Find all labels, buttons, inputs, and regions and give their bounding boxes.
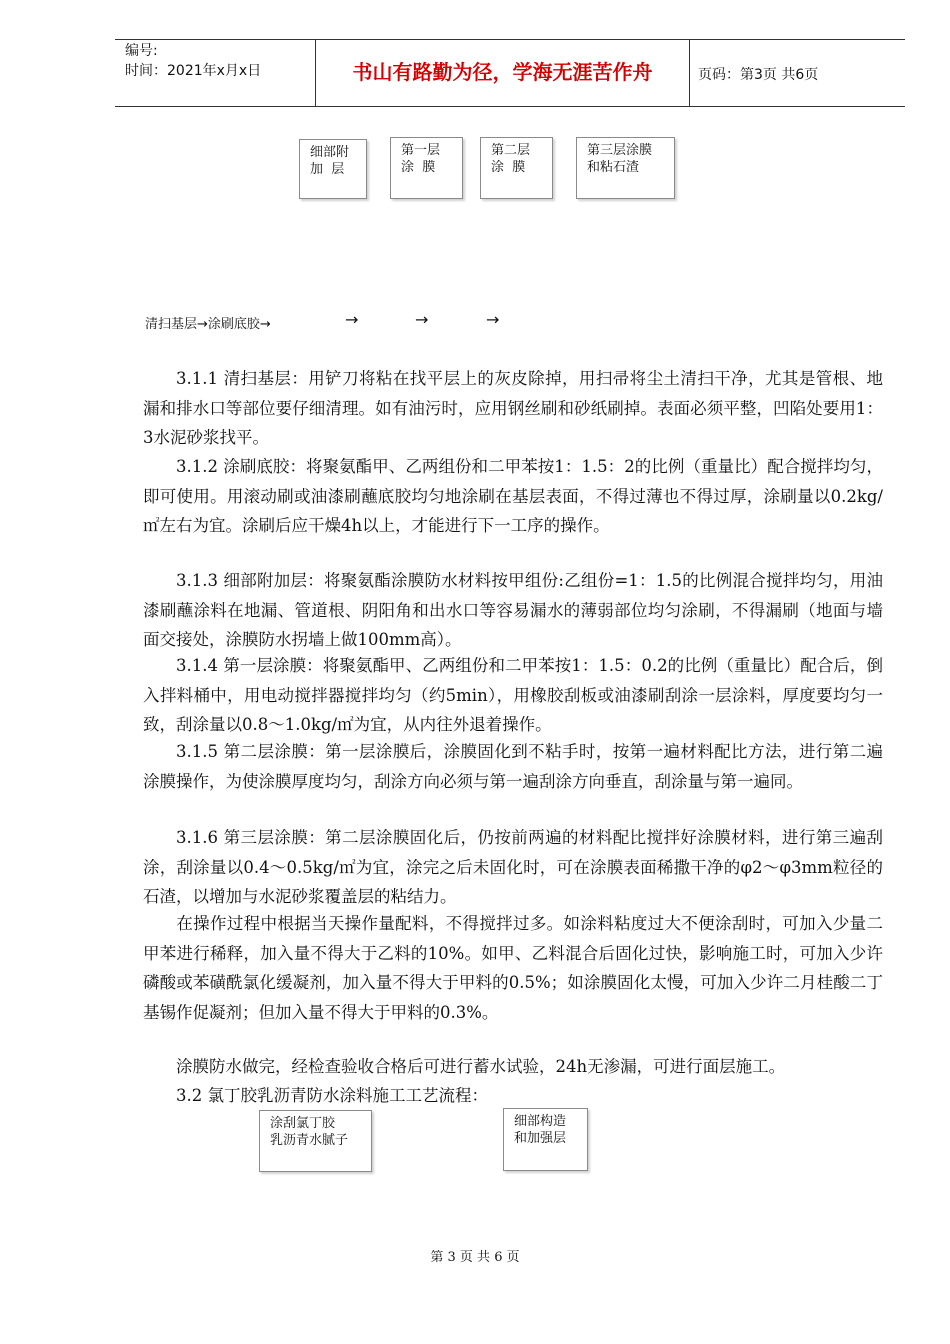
header-bottom-rule: [115, 106, 905, 107]
page-footer: 第 3 页 共 6 页: [430, 1250, 520, 1265]
flow-box-first-coat: [390, 137, 463, 199]
flow-sequence-text: 清扫基层→涂刷底胶→: [145, 317, 271, 332]
flow-box-line: 细部构造: [514, 1114, 567, 1129]
flow-box-putty: [259, 1110, 372, 1172]
flow-box-line: 第二层: [491, 143, 531, 158]
page-count-label: 页码：第3页 共6页: [698, 67, 819, 83]
flow-box-line: 涂刮氯丁胶: [270, 1116, 336, 1131]
flow-box-line: 细部附: [310, 145, 350, 160]
paragraph-3-1-6: 3.1.6 第三层涂膜：第二层涂膜固化后，仍按前两遍的材料配比搅拌好涂膜材料，进行第三遍刮涂，刮涂量以0.4～0.5kg/㎡为宜，涂完之后未固化时，可在涂膜表面稀撒干净的φ2～φ3mm粒径的石渣，以增加与水泥砂浆覆盖层的粘结力。: [143, 828, 883, 906]
flow-box-line: 涂 膜: [401, 160, 436, 175]
flow-box-line: 乳沥青水腻子: [270, 1133, 349, 1148]
paragraph-3-1-2: 3.1.2 涂刷底胶：将聚氨酯甲、乙两组份和二甲苯按1：1.5：2的比例（重量比）配合搅拌均匀，即可使用。用滚动刷或油漆刷蘸底胶均匀地涂刷在基层表面，不得过薄也不得过厚，涂刷量以0.2kg/㎡左右为宜。涂刷后应干燥4h以上，才能进行下一工序的操作。: [143, 457, 883, 535]
flow-box-line: 第三层涂膜: [587, 143, 653, 158]
flow-box-line: 和粘石渣: [587, 160, 640, 175]
header-top-rule: [115, 39, 905, 40]
flow-box-line: 第一层: [401, 143, 441, 158]
flow-box-detail-layer: [299, 139, 367, 199]
paragraph-3-1-3: 3.1.3 细部附加层：将聚氨酯涂膜防水材料按甲组份:乙组份=1：1.5的比例混合搅拌均匀，用油漆刷蘸涂料在地漏、管道根、阴阳角和出水口等容易漏水的薄弱部位均匀涂刷，不得漏刷（地面与墙面交接处，涂膜防水拐墙上做100mm高）。: [143, 571, 883, 649]
flow-box-line: 加 层: [310, 162, 345, 177]
date-label: 时间：2021年x月x日: [125, 63, 262, 79]
flow-arrow: →: [486, 310, 500, 329]
flow-box-reinforcement: [503, 1108, 588, 1171]
flow-box-third-coat: [576, 137, 675, 199]
paragraph-3-1-5: 3.1.5 第二层涂膜：第一层涂膜后，涂膜固化到不粘手时，按第一遍材料配比方法，进行第二遍涂膜操作，为使涂膜厚度均匀，刮涂方向必须与第一遍刮涂方向垂直，刮涂量与第一遍同。: [143, 742, 883, 791]
paragraph-3-1-1: 3.1.1 清扫基层：用铲刀将粘在找平层上的灰皮除掉，用扫帚将尘土清扫干净，尤其是管根、地漏和排水口等部位要仔细清理。如有油污时，应用钢丝刷和砂纸刷掉。表面必须平整，凹陷处要用1：3水泥砂浆找平。: [143, 369, 883, 447]
serial-label: 编号:: [125, 43, 158, 59]
paragraph-3-1-4: 3.1.4 第一层涂膜：将聚氨酯甲、乙两组份和二甲苯按1：1.5：0.2的比例（重量比）配合后，倒入拌料桶中，用电动搅拌器搅拌均匀（约5min），用橡胶刮板或油漆刷刮涂一层涂料，厚度要均匀一致，刮涂量以0.8～1.0kg/㎡为宜，从内往外退着操作。: [143, 656, 883, 734]
flow-arrow: →: [415, 310, 429, 329]
flow-arrow: →: [345, 310, 359, 329]
header-motto: 书山有路勤为径，学海无涯苦作舟: [352, 60, 653, 84]
section-heading-3-2: 3.2 氯丁胶乳沥青防水涂料施工工艺流程：: [176, 1086, 488, 1105]
paragraph-water-test: 涂膜防水做完，经检查验收合格后可进行蓄水试验，24h无渗漏，可进行面层施工。: [176, 1057, 786, 1076]
flow-box-line: 和加强层: [514, 1131, 567, 1146]
flow-box-second-coat: [480, 137, 553, 199]
flow-box-line: 涂 膜: [491, 160, 526, 175]
header-divider-right: [689, 39, 690, 107]
paragraph-operation-notes: 在操作过程中根据当天操作量配料，不得搅拌过多。如涂料粘度过大不便涂刮时，可加入少量二甲苯进行稀释，加入量不得大于乙料的10%。如甲、乙料混合后固化过快，影响施工时，可加入少许磷酸或苯磺酰氯化缓凝剂，加入量不得大于甲料的0.5%；如涂膜固化太慢，可加入少许二月桂酸二丁基锡作促凝剂；但加入量不得大于甲料的0.3%。: [143, 914, 883, 1022]
